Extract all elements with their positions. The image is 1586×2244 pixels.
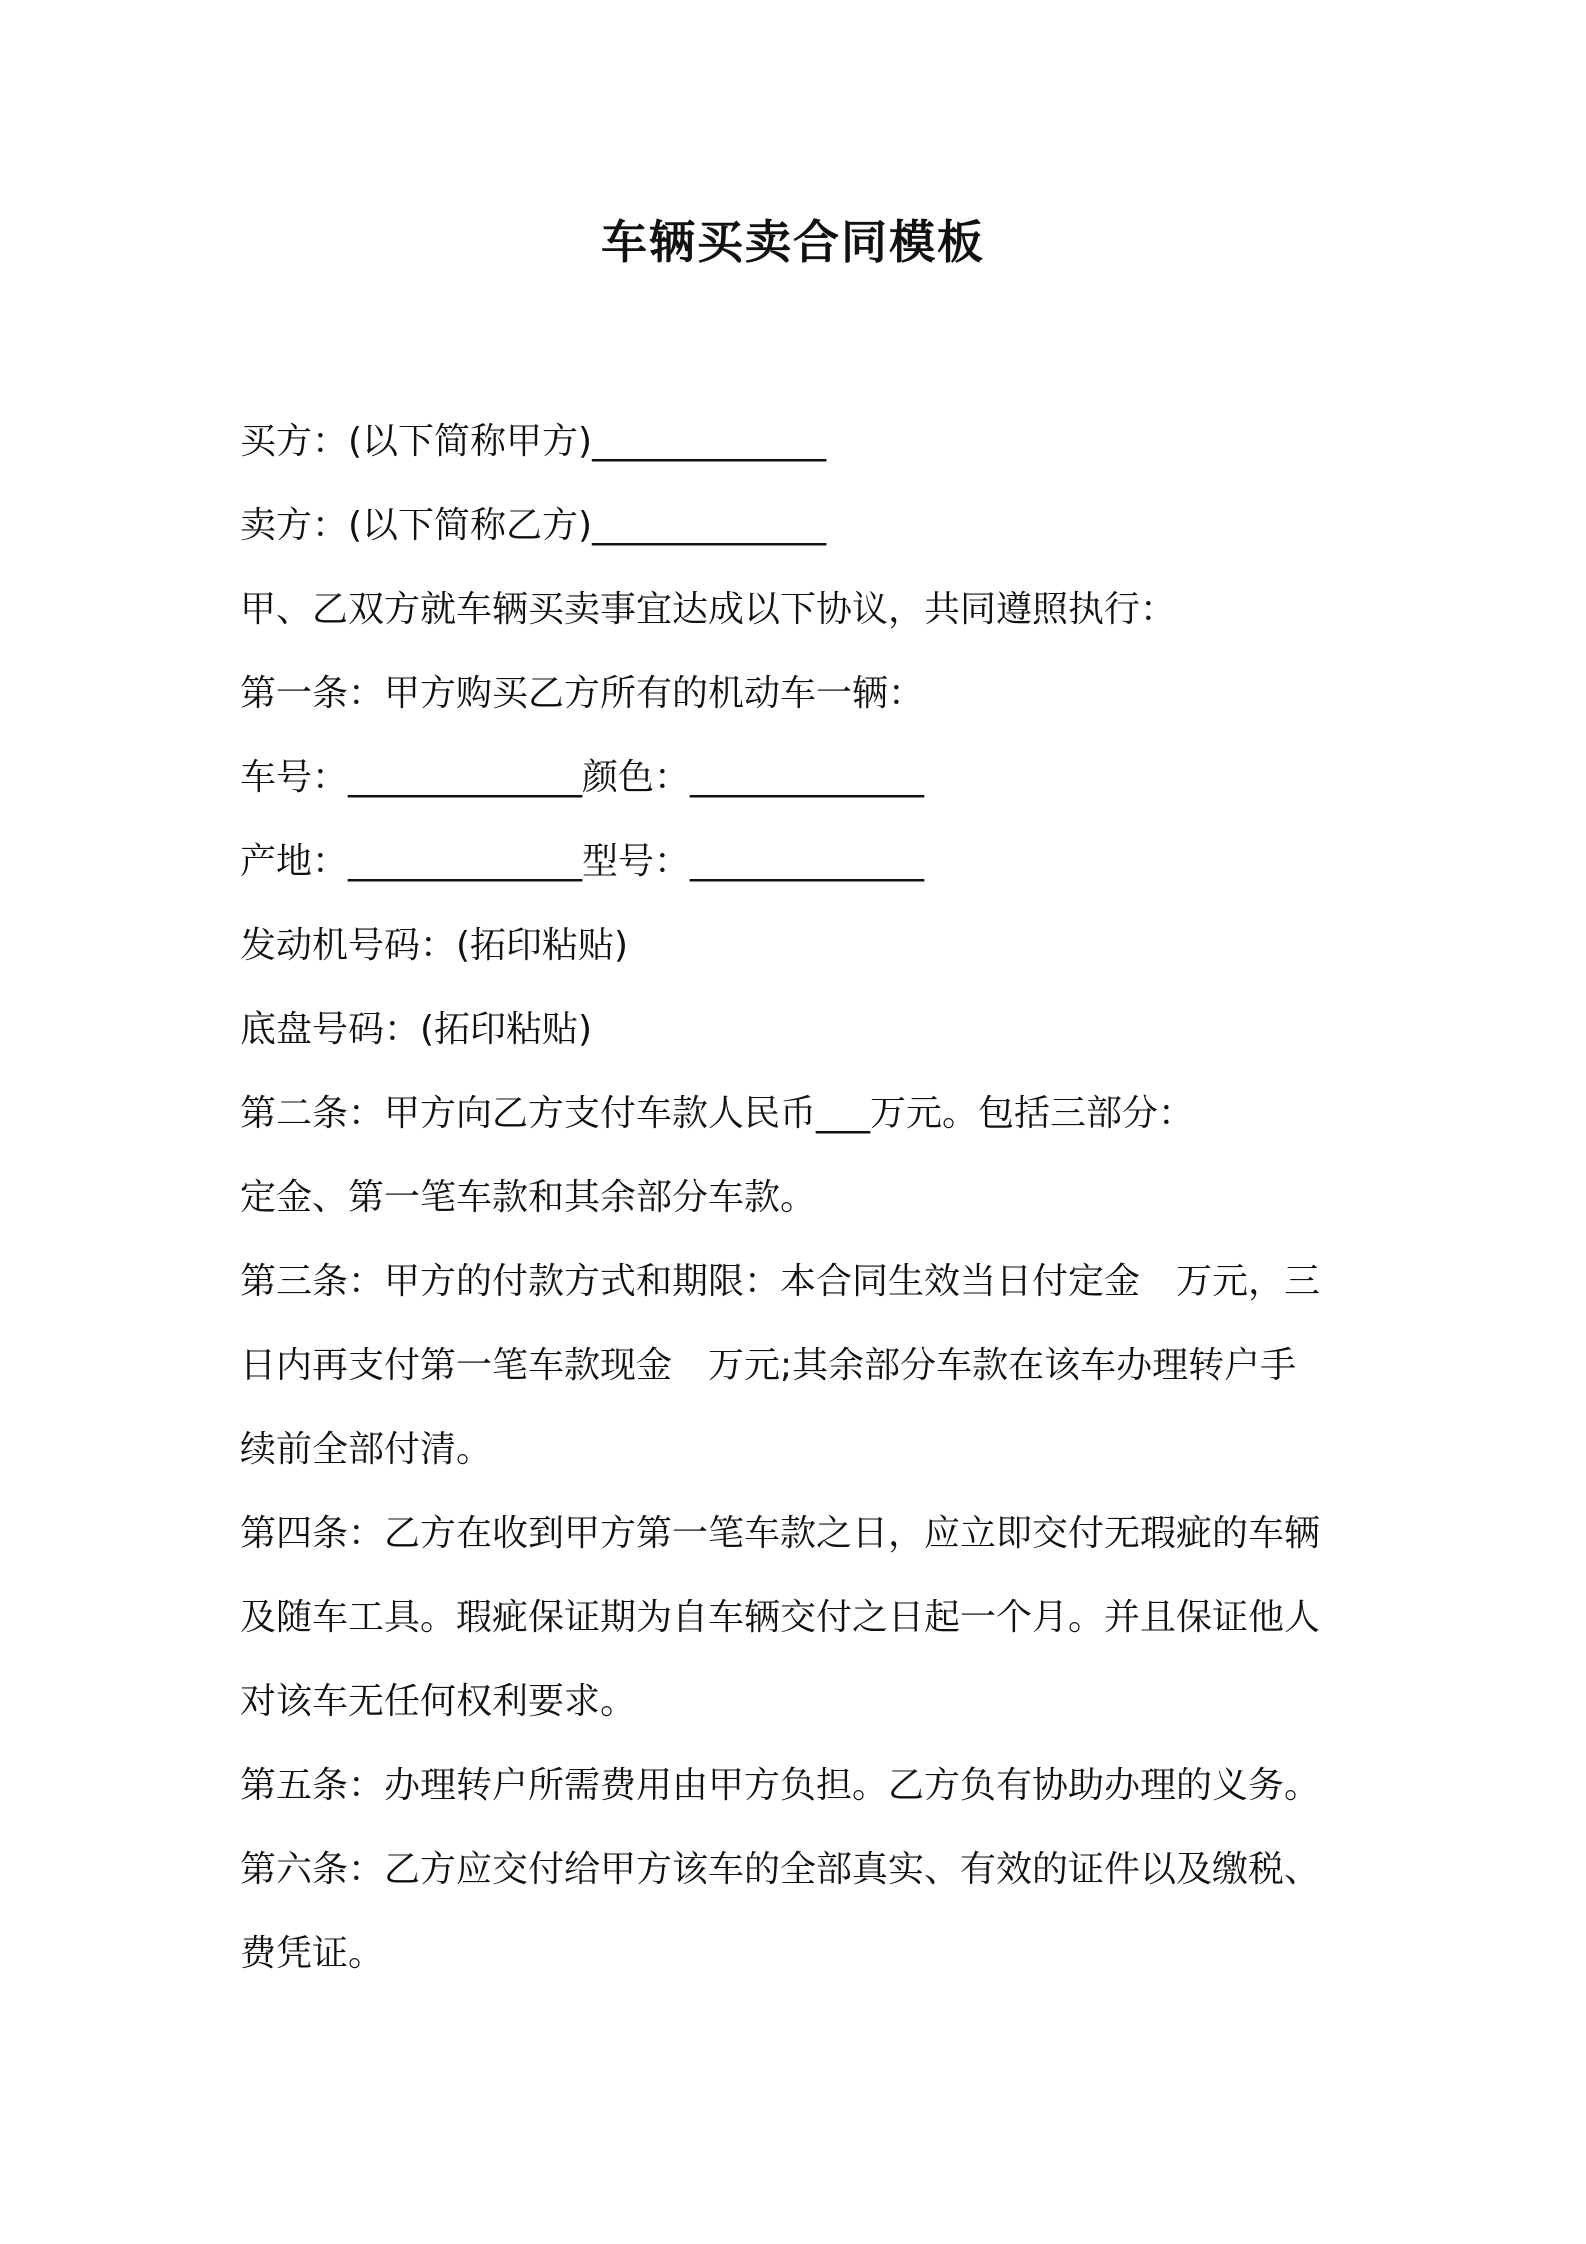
line-article-2-cont: 定金、第一笔车款和其余部分车款。 <box>240 1177 817 1218</box>
line-article-3-cont-1: 日内再支付第一笔车款现金 万元;其余部分车款在该车办理转户手 <box>240 1345 1297 1386</box>
contract-body <box>240 400 1360 1996</box>
line-article-1: 第一条：甲方购买乙方所有的机动车一辆： <box>240 673 925 714</box>
document-title: 车辆买卖合同模板 <box>601 215 985 269</box>
line-buyer: 买方：(以下简称甲方)_____________ <box>240 421 827 462</box>
line-agreement-intro: 甲、乙双方就车辆买卖事宜达成以下协议，共同遵照执行： <box>240 589 1177 630</box>
line-article-6: 第六条：乙方应交付给甲方该车的全部真实、有效的证件以及缴税、 <box>240 1849 1321 1890</box>
line-article-5: 第五条：办理转户所需费用由甲方负担。乙方负有协助办理的义务。 <box>240 1765 1321 1806</box>
line-engine-number: 发动机号码：(拓印粘贴) <box>240 925 629 966</box>
line-article-4-cont-2: 对该车无任何权利要求。 <box>240 1681 637 1722</box>
line-seller: 卖方：(以下简称乙方)_____________ <box>240 505 827 546</box>
line-chassis-number: 底盘号码：(拓印粘贴) <box>240 1009 593 1050</box>
line-article-4: 第四条：乙方在收到甲方第一笔车款之日，应立即交付无瑕疵的车辆 <box>240 1513 1321 1554</box>
line-article-4-cont-1: 及随车工具。瑕疵保证期为自车辆交付之日起一个月。并且保证他人 <box>240 1597 1321 1638</box>
line-origin-model: 产地：_____________型号：_____________ <box>240 841 925 882</box>
line-article-3: 第三条：甲方的付款方式和期限：本合同生效当日付定金 万元，三 <box>240 1261 1321 1302</box>
line-article-6-cont: 费凭证。 <box>240 1933 385 1974</box>
line-plate-color: 车号：_____________颜色：_____________ <box>240 757 925 798</box>
line-article-3-cont-2: 续前全部付清。 <box>240 1429 493 1470</box>
line-article-2: 第二条：甲方向乙方支付车款人民币___万元。包括三部分： <box>240 1093 1195 1134</box>
